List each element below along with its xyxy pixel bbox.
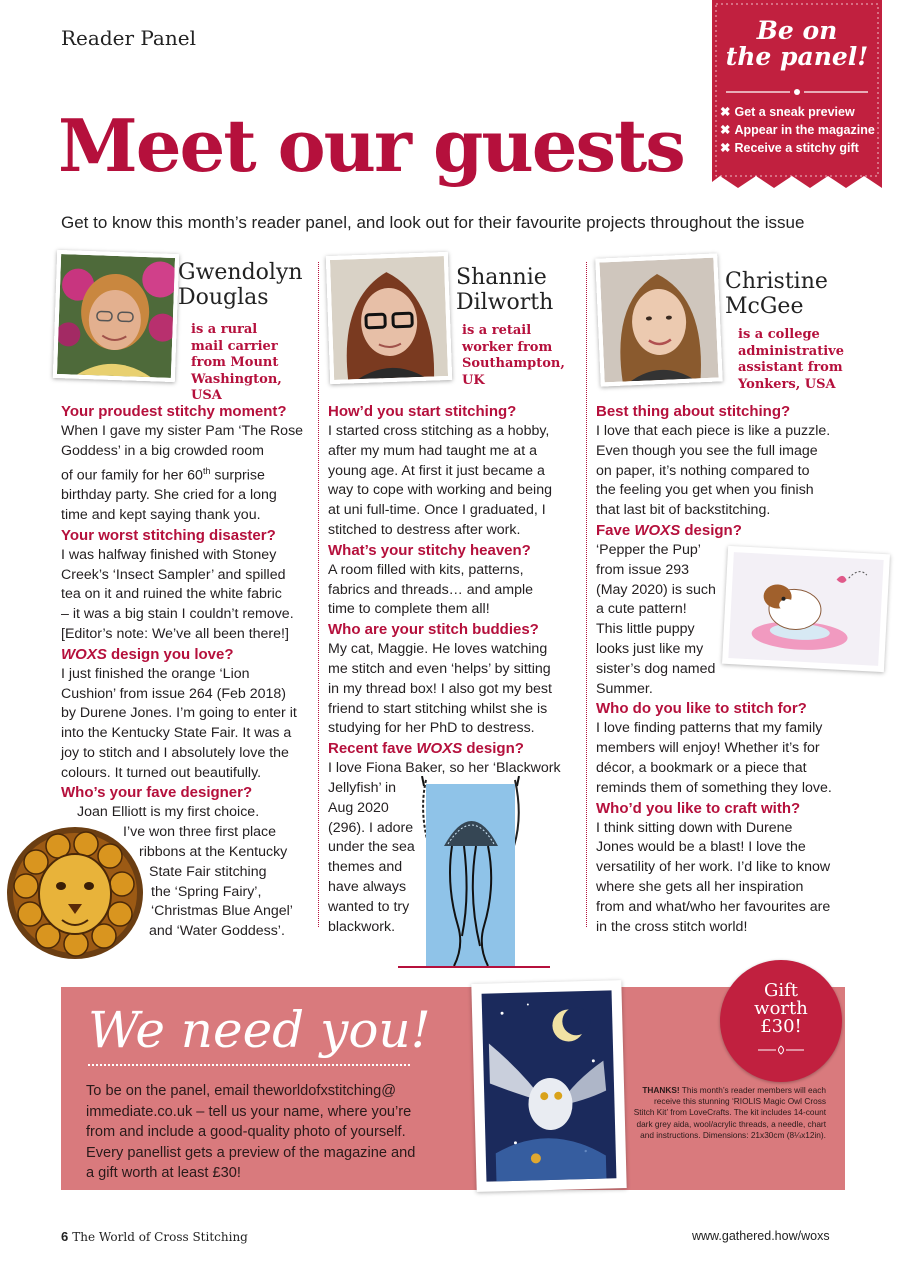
guest-role: is a college administrative assistant from Yonkers, USA [738,327,844,392]
puppy-stitch-icon [722,546,890,672]
answer-text: I just finished the orange ‘Lion Cushion’ from issue 264 (Feb 2018) by Durene Jones. I’m going to enter it into the Kentucky State Fair. It was a joy to stitch and I absolutely love the colours. It turned out beautifully. [61,665,297,781]
guest-role: is a rural mail carrier from Mount Washington, USA [191,322,282,403]
answer-text: Joan Elliott is my first choice. I’ve won three first place ribbons at the Kentucky State Fair stitching the ‘Spring Fairy’, ‘Christmas Blue Angel’ and ‘Water Goddess’. [77,804,293,940]
answer-text: I think sitting down with Durene Jones would be a blast! I love the versatility of her work. I’d like to know where she gets all her inspiration from and what/who her favourites are in the cross stitch world! [596,819,831,935]
answer-text: ‘Pepper the Pup’ from issue 293 (May 2020) is such a cute pattern! This little puppy looks just like my sister’s dog named Summer. [596,541,716,697]
banner-benefits-list [720,103,880,157]
column-divider [318,262,319,927]
answer-text: My cat, Maggie. He loves watching me stitch and even ‘helps’ by sitting in my thread box! I also got my best friend to start stitching whilst she is studying for her PhD to destress. [328,641,552,737]
intro-text: Get to know this month’s reader panel, and look out for their favourite projects throughout the issue [61,213,805,232]
banner-title [712,18,882,70]
question-heading: Fave WOXS design? [596,521,742,539]
answer-text: I started cross stitching as a hobby, after my mum had taught me at a young age. At first it just became a way to cope with working and being at uni full-time. Once I graduated, I stitched to destress after work. [328,423,552,538]
dotted-rule [88,1064,410,1066]
guest-photo [53,250,179,382]
question-heading: Your proudest stitchy moment? [61,403,287,420]
guest-qa [596,402,851,937]
question-heading: How’d you start stitching? [328,403,517,420]
banner-title-exclaim: ! [857,42,869,71]
cross-stitch-icon: ✖ [720,105,731,119]
page-title: Meet our guests [58,103,684,188]
guest-photo [326,252,452,384]
gift-worth-badge [720,960,842,1082]
answer-text: A room filled with kits, patterns, fabrics and threads… and ample time to complete them all! [328,561,534,618]
column-divider [586,262,587,927]
answer-text: I love Fiona Baker, so her ‘Blackwork Jellyfish’ in Aug 2020 (296). I adore under the sea themes and have always wanted to try blackwork. [328,760,561,935]
we-need-you-text: To be on the panel, email theworldofxstitching@ immediate.co.uk – tell us your name, where you’re from and include a good-quality photo of yourself. Every panellist gets a preview of the magazine and a gift worth at least £30! [86,1083,416,1181]
pepper-the-pup-image [722,546,890,672]
owl-stitch-icon [471,980,626,1192]
question-heading: Recent fave WOXS design? [328,740,524,758]
footer-folio [61,1229,248,1244]
answer-text: When I gave my sister Pam ‘The Rose Goddess’ in a big crowded room of our family for her 60th surprise birthday party. She cried for a long time and kept saying thank you. [61,423,304,523]
blackwork-jellyfish-image [418,776,523,968]
magazine-name: The World of Cross Stitching [72,1230,248,1244]
page-number: 6 [61,1229,69,1244]
question-heading: WOXS design you love? [61,645,234,663]
thanks-caption: THANKS! This month’s reader members will each receive this stunning ‘RIOLIS Magic Owl Cross Stitch Kit’ from LoveCrafts. The kit includes 14-count dark grey aida, wool/acrylic threads, a needle, chart and instructions. Dimensions: 21x30cm (8¼x12in). [633,1085,826,1140]
answer-text: I love that each piece is like a puzzle. Even though you see the full image on paper, it’s nothing compared to the feeling you get when you finish that last bit of backstitching. [596,423,831,519]
cross-stitch-icon: ✖ [720,123,731,137]
gift-text: Gift worth £30! [754,980,808,1037]
portrait-photo-icon [57,254,175,378]
question-heading: Who’d you like to craft with? [596,799,801,817]
guest-name: Gwendolyn Douglas [178,260,303,310]
magic-owl-kit-image [471,980,626,1192]
guest-role: is a retail worker from Southampton, UK [462,323,565,388]
banner-benefit: ✖ Get a sneak preview [720,105,855,119]
guest-name: Shannie Dilworth [456,265,554,315]
guest-name: Christine McGee [725,269,828,319]
be-on-panel-banner [712,0,882,188]
we-need-you-title: We need you! [88,1001,431,1059]
banner-benefit: ✖ Receive a stitchy gift [720,141,859,155]
pull-rule [398,966,550,968]
question-heading: Best thing about stitching? [596,403,791,420]
banner-title-line1: Be on [756,16,838,45]
cross-stitch-icon: ✖ [720,141,731,155]
footer-url: www.gathered.how/woxs [692,1229,830,1243]
answer-text: I love finding patterns that my family members will enjoy! Whether it’s for décor, a bookmark or a piece that reminds them of something they love. [596,720,832,796]
answer-text: I was halfway finished with Stoney Creek’s ‘Insect Sampler’ and spilled tea on it and ruined the white fabric – it was a big stain I couldn’t remove. [Editor’s note: We’ve all been there!] [61,546,294,642]
portrait-photo-icon [330,256,448,380]
guest-photo [595,253,722,386]
lion-cushion-image [6,826,144,960]
banner-benefit: ✖ Appear in the magazine [720,123,875,137]
question-heading: What’s your stitchy heaven? [328,541,531,559]
question-heading: Who do you like to stitch for? [596,700,807,718]
section-label: Reader Panel [61,26,196,50]
portrait-photo-icon [599,258,718,383]
question-heading: Who are your stitch buddies? [328,621,539,639]
banner-title-line2: the panel [725,42,858,71]
flourish-icon [756,1044,806,1056]
question-heading: Your worst stitching disaster? [61,526,276,544]
question-heading: Who’s your fave designer? [61,784,253,802]
